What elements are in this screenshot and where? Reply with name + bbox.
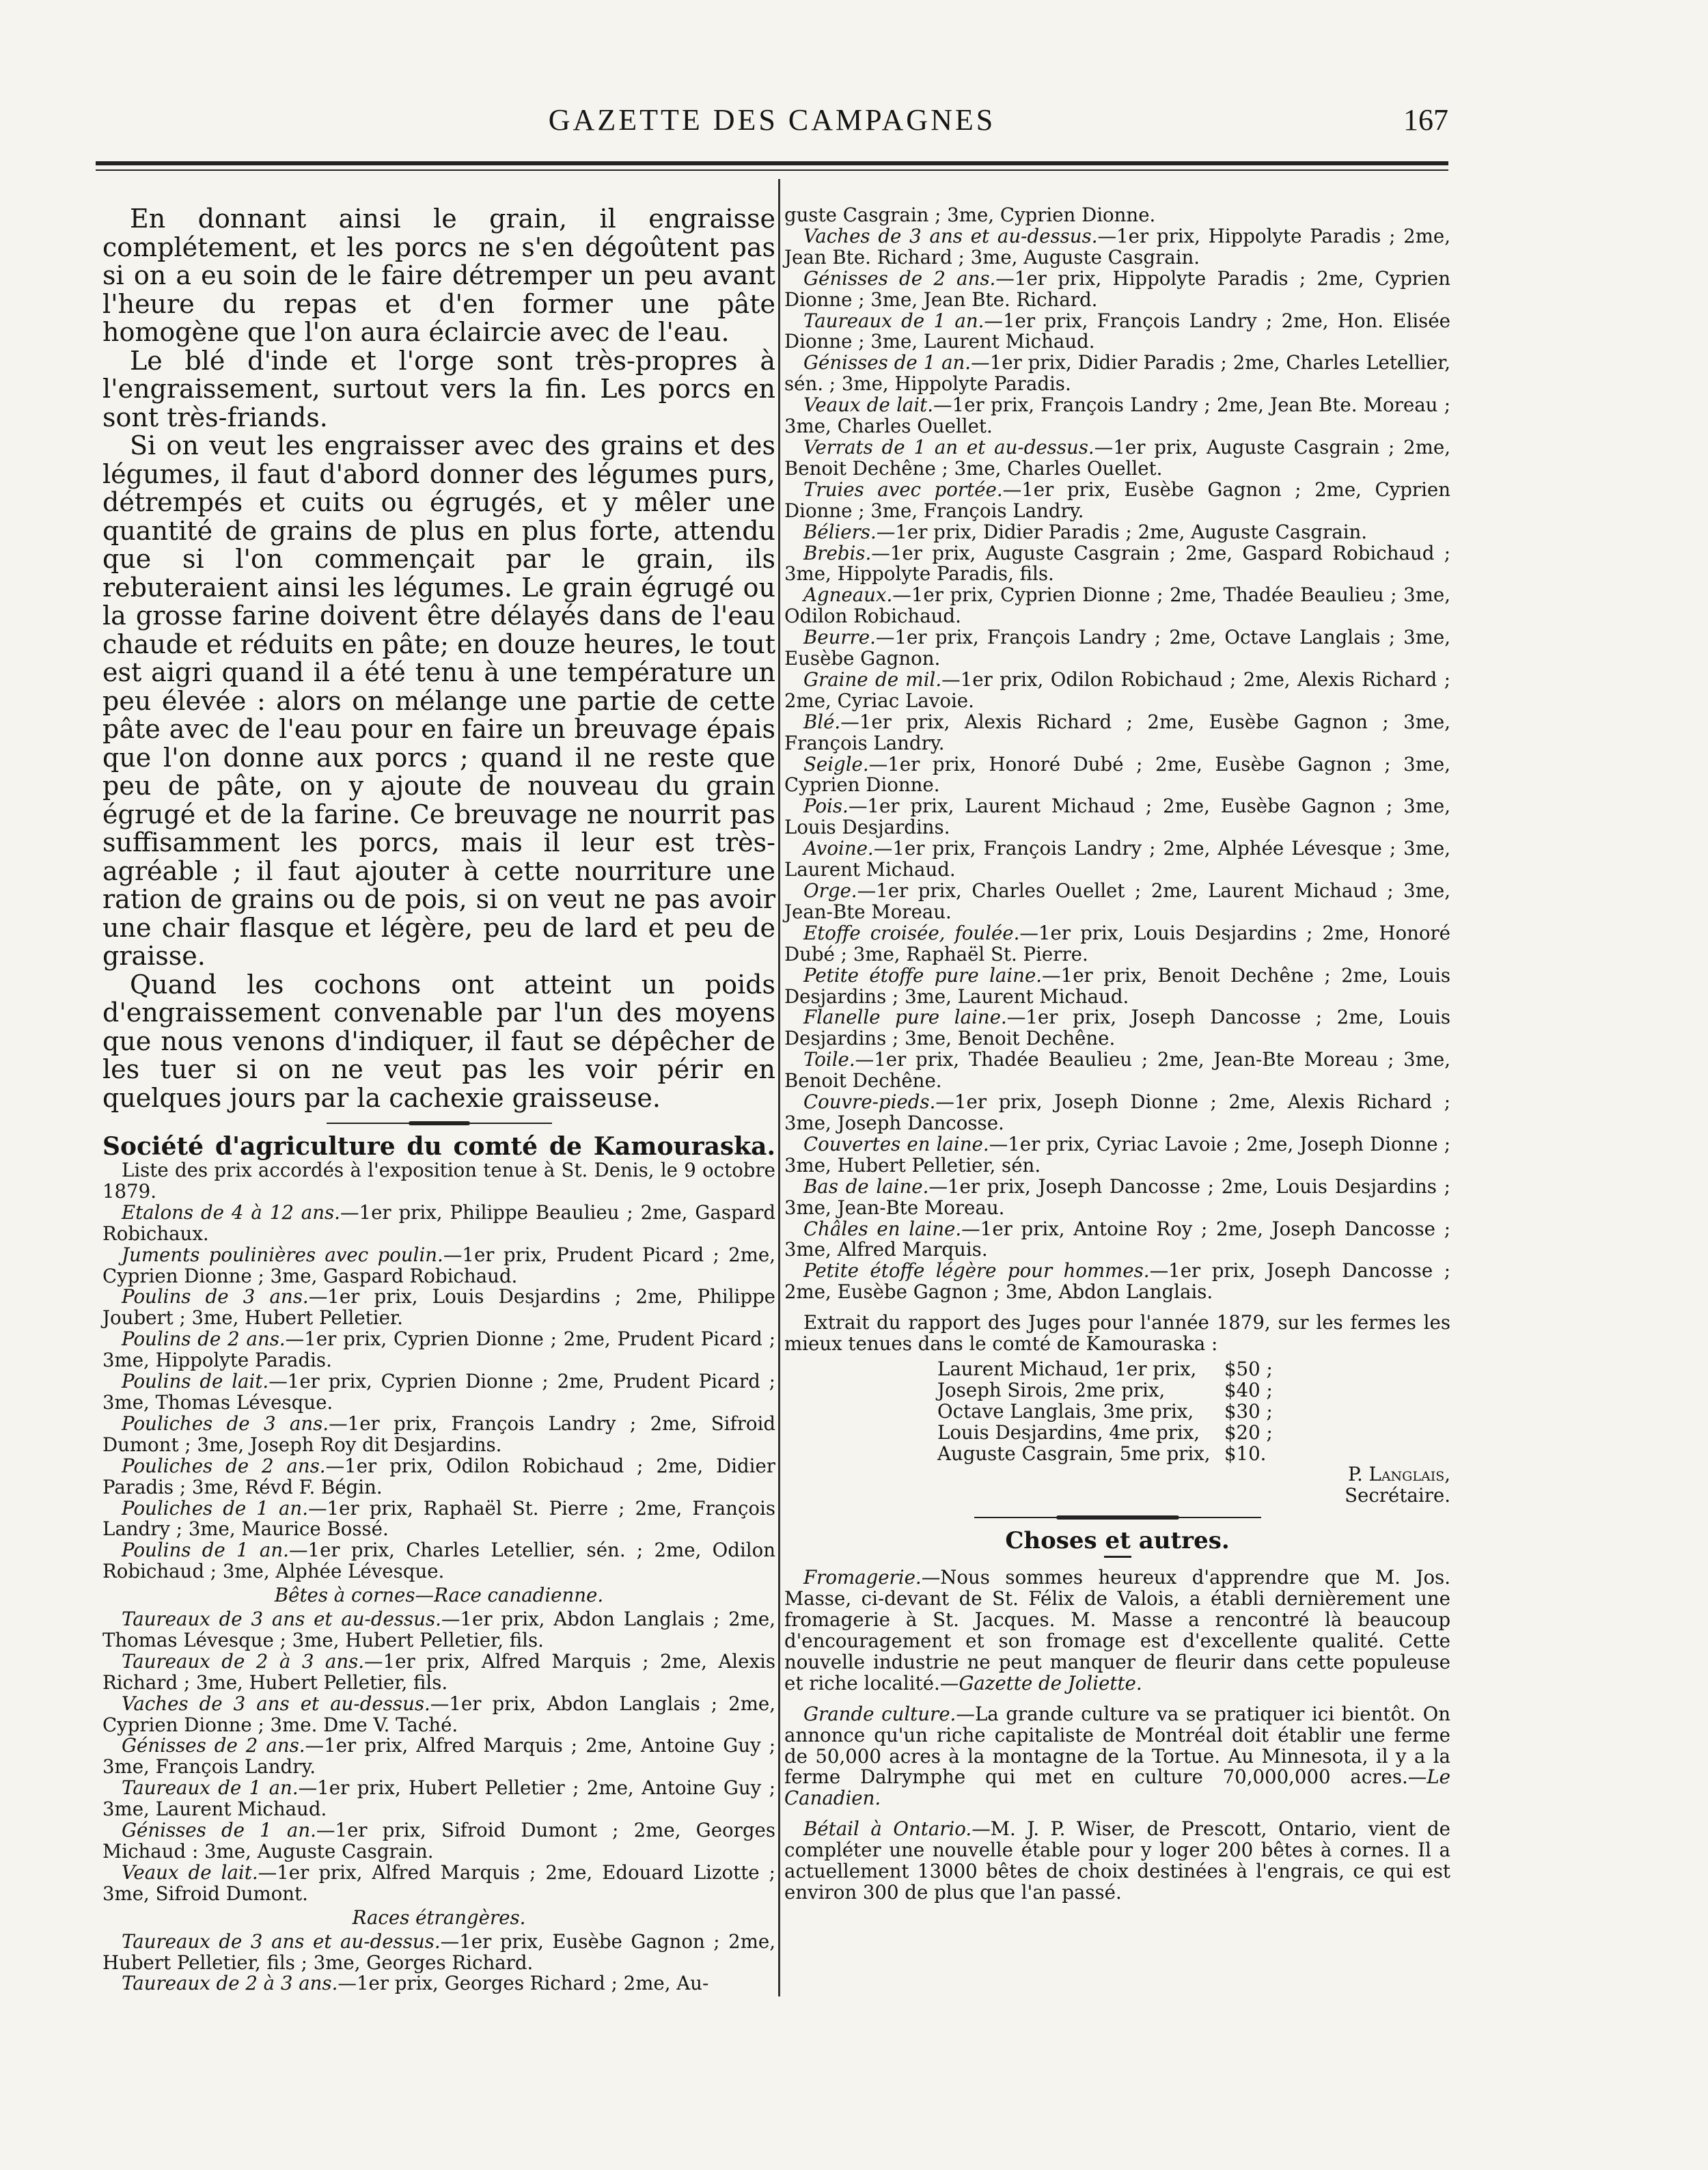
news-source: Gazette de Joliette. (959, 1671, 1142, 1694)
prize-winners: —1er prix, Louis Desjardins ; 2me, Honoré Dubé ; 3me, Raphaël St. Pierre. (784, 921, 1450, 965)
prize-winner-name: Joseph Sirois, 2me prix, (937, 1378, 1166, 1401)
horse-prize-list (102, 1200, 776, 1583)
prize-category: Brebis. (803, 541, 872, 564)
prize-entry (102, 1973, 775, 1994)
prize-row (937, 1401, 1450, 1423)
paragraph: Si on veut les engraisser avec des grains et des légumes, il faut d'abord donner des légumes purs, détrempés et cuits ou égrugés, et y mêler une quantité de grains de plus en plus forte, attendu que si l'on commençait par le grain, ils rebuteraient ainsi les légumes. Le grain égrugé ou la grosse farine doivent être délayés dans de l'eau chaude et réduits en pâte; en douze heures, le tout est aigri quand il a été tenu à une température un peu élevée : alors on mélange une partie de cette pâte avec de l'eau pour en faire un breuvage épais que l'on donne aux porcs ; quand il ne reste que peu de pâte, on y ajoute de nouveau du grain égrugé et de la farine. Ce breuvage ne nourrit pas suffisamment les porcs, mais il leur est très-agréable ; il faut ajouter à cette nourriture une ration de grains ou de pois, si on veut ne pas avoir une chair flasque et légère, peu de lard et peu de graisse. (102, 430, 775, 971)
prize-entry (784, 670, 1450, 712)
page-number: 167 (1403, 103, 1448, 137)
section-title: Société d'agriculture du comté de Kamouraska. (102, 1132, 775, 1161)
prize-category: Taureaux de 3 ans et au-dessus. (122, 1929, 441, 1953)
page-title: GAZETTE DES CAMPAGNES (548, 103, 996, 137)
prize-winners: —1er prix, Georges Richard ; 2me, Au- (338, 1972, 709, 1995)
column-divider (778, 179, 780, 1996)
prize-category: Grande culture. (803, 1702, 956, 1725)
prize-winners: —1er prix, Alfred Marquis ; 2me, Antoine Guy ; 3me, François Landry. (102, 1734, 775, 1778)
prize-entry (784, 1177, 1450, 1219)
subheading: Races étrangères. (352, 1906, 526, 1929)
prize-row (937, 1359, 1450, 1380)
prize-entry (784, 1049, 1450, 1092)
prize-winners: —1er prix, Cyprien Dionne ; 2me, Prudent Picard ; 3me, Hippolyte Paradis. (102, 1328, 775, 1372)
prize-category: Orge. (803, 879, 857, 902)
prize-winners: —1er prix, François Landry ; 2me, Jean Bte. Moreau ; 3me, Charles Ouellet. (784, 394, 1450, 438)
prize-category: Pouliches de 1 an. (122, 1496, 308, 1520)
prize-winners: —M. J. P. Wiser, de Prescott, Ontario, vient de compléter une nouvelle étable pour y loger 200 bêtes à cornes. Il a actuellement 13000 bêtes de choix destinées à l'engrais, ce qui est environ 300 de plus que l'an passé. (784, 1817, 1450, 1904)
prize-winners: —1er prix, Louis Desjardins ; 2me, Philippe Joubert ; 3me, Hubert Pelletier. (102, 1285, 776, 1330)
prize-winners: —1er prix, Eusèbe Gagnon ; 2me, Hubert Pelletier, fils ; 3me, Georges Richard. (102, 1929, 775, 1974)
prize-entry (102, 1820, 775, 1863)
signature: P. Langlais, (1348, 1463, 1450, 1486)
report-intro: Extrait du rapport des Juges pour l'année 1879, sur les fermes les mieux tenues dans le comté de Kamouraska : (784, 1311, 1450, 1356)
page-header (96, 102, 1448, 143)
prize-entry (784, 712, 1450, 754)
paragraph: En donnant ainsi le grain, il engraisse complétement, et les porcs ne s'en dégoûtent pas si on a eu soin de le faire détremper un peu avant l'heure du repas et d'en former une pâte homogène que l'on aura éclaircie avec de l'eau. (102, 204, 775, 347)
prize-entry (102, 1498, 775, 1541)
prize-amount: $40 ; (1224, 1378, 1273, 1401)
title-rule (1104, 1556, 1131, 1562)
prize-category: Veaux de lait. (803, 394, 934, 417)
prize-entry (784, 754, 1450, 797)
prize-category: Beurre. (803, 626, 876, 649)
prize-entry (784, 1134, 1450, 1177)
prize-winners: —1er prix, Charles Letellier, sén. ; 2me, Odilon Robichaud ; 3me, Alphée Lévesque. (102, 1539, 775, 1583)
prize-winners: —1er prix, Alexis Richard ; 2me, Eusèbe Gagnon ; 3me, François Landry. (784, 710, 1450, 754)
prize-category: Fromagerie. (803, 1566, 922, 1589)
prize-category: Taureaux de 2 à 3 ans. (122, 1972, 338, 1995)
prize-winners: —1er prix, Auguste Casgrain ; 2me, Benoit Dechêne ; 3me, Charles Ouellet. (784, 435, 1451, 480)
prize-winners: —1er prix, Didier Paradis ; 2me, Auguste Casgrain. (876, 520, 1368, 543)
prize-winners: —La grande culture va se pratiquer ici bientôt. On annonce qu'un riche capitaliste de Montréal doit établir une ferme de 50,000 acres à la montagne de la Tortue. Au Minnesota, il y a la ferme Dalrymphe qui met en culture 70,000,000 acres.— (784, 1702, 1450, 1789)
prize-winners: —1er prix, Thadée Beaulieu ; 2me, Jean-Bte Moreau ; 3me, Benoit Dechêne. (784, 1048, 1450, 1093)
right-column (784, 205, 1450, 1913)
prize-entry (102, 1609, 775, 1651)
prize-entry (102, 1329, 775, 1371)
prize-winners: —1er prix, Alfred Marquis ; 2me, Edouard Lizotte ; 3me, Sifroid Dumont. (102, 1860, 775, 1905)
prize-winners: —1er prix, Raphaël St. Pierre ; 2me, François Landry ; 3me, Maurice Bossé. (102, 1496, 775, 1541)
prize-winners: —1er prix, François Landry ; 2me, Hon. Elisée Dionne ; 3me, Laurent Michaud. (784, 309, 1450, 353)
prize-entry (102, 1245, 775, 1287)
prize-category: Etalons de 4 à 12 ans. (122, 1200, 340, 1224)
news-source: Le Canadien. (784, 1766, 1450, 1810)
subheading: Bêtes à cornes—Race canadienne. (274, 1584, 604, 1607)
prize-category: Taureaux de 3 ans et au-dessus. (122, 1608, 441, 1631)
news-list (784, 1567, 1450, 1904)
prize-row (937, 1420, 1450, 1444)
prize-winners: —1er prix, Auguste Casgrain ; 2me, Gaspard Robichaud ; 3me, Hippolyte Paradis, fils. (784, 541, 1450, 586)
prize-entry (784, 585, 1450, 627)
prize-category: Graine de mil. (803, 668, 942, 691)
prize-category: Bétail à Ontario. (803, 1817, 972, 1841)
prize-entry (784, 1007, 1450, 1049)
prize-entry (784, 543, 1450, 586)
prize-winners: —1er prix, Hippolyte Paradis ; 2me, Jean Bte. Richard ; 3me, Auguste Casgrain. (784, 224, 1450, 269)
prize-entry (784, 965, 1450, 1008)
prize-winners: —1er prix, Abdon Langlais ; 2me, Cyprien Dionne ; 3me. Dme V. Taché. (102, 1692, 775, 1736)
header-rule-thin (96, 169, 1448, 171)
prize-category: Couvre-pieds. (803, 1090, 936, 1114)
prize-winners: —1er prix, Eusèbe Gagnon ; 2me, Cyprien Dionne ; 3me, François Landry. (784, 478, 1450, 522)
prize-entry (102, 1200, 775, 1245)
prize-winners: —1er prix, Odilon Robichaud ; 2me, Didier Paradis ; 3me, Révd F. Bégin. (102, 1454, 775, 1498)
section-intro: Liste des prix accordés à l'exposition tenue à St. Denis, le 9 octobre 1879. (102, 1159, 775, 1203)
prize-category: Blé. (803, 710, 841, 733)
prize-category: Châles en laine. (803, 1217, 962, 1240)
left-column (102, 205, 775, 1994)
prize-entry (784, 627, 1450, 670)
prize-winner-name: Louis Desjardins, 4me prix, (937, 1420, 1200, 1444)
prize-category: Vaches de 3 ans et au-dessus. (122, 1692, 430, 1715)
prize-row (937, 1380, 1450, 1401)
prize-category: Génisses de 1 an. (122, 1819, 316, 1842)
prize-entry (102, 1860, 775, 1905)
prize-category: Pouliches de 2 ans. (122, 1454, 326, 1477)
prize-entry (784, 923, 1450, 965)
prize-winners: —1er prix, Joseph Dancosse ; 2me, Louis Desjardins ; 3me, Jean-Bte Moreau. (784, 1175, 1450, 1219)
prize-category: Génisses de 2 ans. (122, 1734, 305, 1757)
prize-entry (784, 266, 1450, 311)
cattle-prize-list (102, 1609, 775, 1905)
header-rule (96, 161, 1448, 165)
prize-winners: —1er prix, Philippe Beaulieu ; 2me, Gaspard Robichaux. (102, 1200, 775, 1245)
prize-category: Pouliches de 3 ans. (122, 1412, 329, 1435)
prize-category: Veaux de lait. (122, 1860, 258, 1884)
section-ornament (974, 1515, 1261, 1520)
prize-winners: —1er prix, Hippolyte Paradis ; 2me, Cyprien Dionne ; 3me, Jean Bte. Richard. (784, 266, 1450, 311)
prize-category: Bas de laine. (803, 1175, 929, 1198)
prize-winners: —1er prix, Prudent Picard ; 2me, Cyprien Dionne ; 3me, Gaspard Robichaud. (102, 1243, 775, 1287)
prize-entry (102, 1694, 775, 1736)
prize-winners: —Nous sommes heureux d'apprendre que M. Jos. Masse, ci-devant de St. Félix de Valois, a établi dernièrement une fromagerie à St. Jacques. M. Masse a rencontré là beaucoup d'encouragement et son fromage est d'excellente qualité. Cette nouvelle industrie ne peut manquer de fleurir dans cette populeuse et riche localité.— (784, 1566, 1450, 1694)
paragraph: Quand les cochons ont atteint un poids d'engraissement convenable par l'un des moyens que nous venons d'indiquer, il faut se dépêcher de les tuer si on ne veut pas les voir périr en quelques jours par la cachexie graisseuse. (102, 969, 775, 1113)
prize-category: Taureaux de 1 an. (803, 309, 984, 332)
prize-entry (784, 1819, 1450, 1904)
prize-entry (784, 437, 1450, 480)
prize-entry (784, 480, 1450, 522)
prize-amount: $50 ; (1224, 1357, 1273, 1380)
prize-entry (102, 1540, 775, 1582)
prize-entry (784, 1092, 1450, 1134)
signature-title: Secrétaire. (1345, 1484, 1450, 1507)
prize-entry (784, 226, 1450, 269)
prize-amount: $20 ; (1224, 1420, 1273, 1444)
prize-category: Poulins de 2 ans. (122, 1328, 286, 1351)
prize-category: Pois. (803, 795, 849, 818)
prize-entry (784, 796, 1450, 838)
prize-category: Petite étoffe légère pour hommes. (803, 1259, 1150, 1282)
prize-winner-name: Octave Langlais, 3me prix, (937, 1399, 1194, 1423)
prize-category: Seigle. (803, 752, 869, 775)
prize-category: Flanelle pure laine. (803, 1006, 1007, 1029)
prize-winners: —1er prix, Hubert Pelletier ; 2me, Antoine Guy ; 3me, Laurent Michaud. (102, 1776, 775, 1821)
prize-entry (102, 1778, 775, 1820)
prize-entry (784, 1567, 1450, 1694)
prize-category: Béliers. (803, 520, 877, 543)
prize-winners: —1er prix, Didier Paradis ; 2me, Charles Letellier, sén. ; 3me, Hippolyte Paradis. (784, 351, 1450, 396)
prize-winners: —1er prix, Charles Ouellet ; 2me, Laurent Michaud ; 3me, Jean-Bte Moreau. (784, 879, 1450, 923)
prize-entry (784, 1219, 1450, 1261)
continuation-text: guste Casgrain ; 3me, Cyprien Dionne. (784, 204, 1156, 226)
prize-entry (102, 1456, 775, 1498)
prize-winners: —1er prix, Sifroid Dumont ; 2me, Georges Michaud : 3me, Auguste Casgrain. (102, 1819, 776, 1863)
prize-winners: —1er prix, Abdon Langlais ; 2me, Thomas Lévesque ; 3me, Hubert Pelletier, fils. (102, 1608, 775, 1651)
prize-winners: —1er prix, François Landry ; 2me, Octave Langlais ; 3me, Eusèbe Gagnon. (784, 626, 1450, 670)
prize-entry (784, 395, 1450, 437)
prize-entry (102, 1371, 775, 1414)
prize-category: Génisses de 2 ans. (803, 266, 996, 290)
prize-amount: $30 ; (1224, 1399, 1273, 1423)
section-title: Choses et autres. (1005, 1527, 1230, 1555)
prize-category: Vaches de 3 ans et au-dessus. (803, 224, 1098, 247)
prize-category: Poulins de 3 ans. (122, 1285, 309, 1308)
prize-entry (102, 1287, 775, 1329)
prize-winners: —1er prix, Benoit Dechêne ; 2me, Louis Desjardins ; 3me, Laurent Michaud. (784, 963, 1450, 1008)
prize-entry (102, 1929, 775, 1974)
prize-winners: —1er prix, Honoré Dubé ; 2me, Eusèbe Gagnon ; 3me, Cyprien Dionne. (784, 752, 1450, 797)
prize-category: Verrats de 1 an et au-dessus. (803, 435, 1094, 458)
prize-winners: —1er prix, Joseph Dancosse ; 2me, Louis Desjardins ; 3me, Benoit Dechêne. (784, 1006, 1450, 1050)
prize-winners: —1er prix, Antoine Roy ; 2me, Joseph Dancosse ; 3me, Alfred Marquis. (784, 1217, 1450, 1261)
prize-entry (784, 838, 1450, 881)
prize-winners: —1er prix, Laurent Michaud ; 2me, Eusèbe Gagnon ; 3me, Louis Desjardins. (784, 795, 1450, 839)
prize-category: Etoffe croisée, foulée. (803, 921, 1020, 944)
section-ornament (327, 1121, 552, 1126)
prize-winners: —1er prix, Odilon Robichaud ; 2me, Alexis Richard ; 2me, Cyriac Lavoie. (784, 668, 1451, 712)
prize-entry (784, 1261, 1450, 1303)
prize-entry (784, 353, 1450, 395)
prize-category: Taureaux de 1 an. (122, 1776, 299, 1800)
prize-entry (102, 1651, 775, 1694)
prize-row (937, 1444, 1450, 1465)
prize-winners: —1er prix, Joseph Dancosse ; 2me, Eusèbe Gagnon ; 3me, Abdon Langlais. (784, 1259, 1451, 1304)
prize-entry (102, 1414, 775, 1456)
prize-winners: —1er prix, François Landry ; 2me, Sifroid Dumont ; 3me, Joseph Roy dit Desjardins. (102, 1412, 776, 1456)
prize-winners: —1er prix, François Landry ; 2me, Alphée Lévesque ; 3me, Laurent Michaud. (784, 837, 1450, 881)
prize-category: Petite étoffe pure laine. (803, 963, 1043, 987)
prize-category: Avoine. (803, 837, 874, 860)
prize-entry (784, 311, 1450, 353)
prize-winners: —1er prix, Cyprien Dionne ; 2me, Thadée Beaulieu ; 3me, Odilon Robichaud. (784, 583, 1450, 628)
prize-winners: —1er prix, Cyprien Dionne ; 2me, Prudent Picard ; 3me, Thomas Lévesque. (102, 1370, 775, 1414)
prize-entry (784, 522, 1450, 543)
prize-winners: —1er prix, Alfred Marquis ; 2me, Alexis Richard ; 3me, Hubert Pelletier, fils. (102, 1649, 775, 1694)
prize-winners: —1er prix, Cyriac Lavoie ; 2me, Joseph Dionne ; 3me, Hubert Pelletier, sén. (784, 1132, 1450, 1177)
prize-category: Couvertes en laine. (803, 1132, 989, 1155)
prize-category: Agneaux. (803, 583, 893, 607)
prize-category: Génisses de 1 an. (803, 351, 972, 374)
prize-category: Taureaux de 2 à 3 ans. (122, 1649, 365, 1673)
prize-winner-name: Auguste Casgrain, 5me prix, (937, 1442, 1211, 1465)
prize-winner-name: Laurent Michaud, 1er prix, (937, 1357, 1197, 1380)
farm-prize-table (937, 1359, 1450, 1465)
prize-amount: $10. (1224, 1442, 1267, 1465)
prize-entry (102, 1735, 775, 1778)
prize-category: Poulins de 1 an. (122, 1539, 289, 1562)
foreign-prize-list (102, 1929, 775, 1995)
prize-category: Toile. (803, 1048, 855, 1071)
prize-category: Poulins de lait. (122, 1370, 269, 1393)
prize-category: Truies avec portée. (803, 478, 1003, 501)
paragraph: Le blé d'inde et l'orge sont très-propres à l'engraissement, surtout vers la fin. Les porcs en sont très-friands. (102, 345, 775, 432)
prize-category: Juments poulinières avec poulin. (122, 1243, 443, 1266)
prize-list (784, 226, 1450, 1303)
prize-entry (784, 1704, 1450, 1810)
prize-winners: —1er prix, Joseph Dionne ; 2me, Alexis Richard ; 3me, Joseph Dancosse. (784, 1090, 1450, 1134)
prize-entry (784, 881, 1450, 923)
